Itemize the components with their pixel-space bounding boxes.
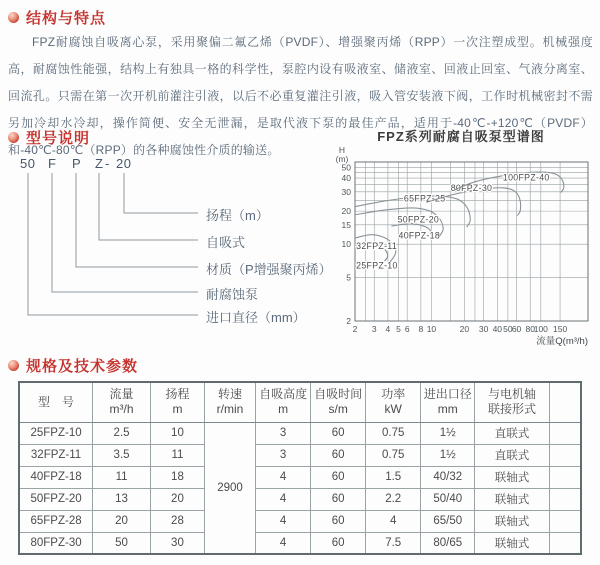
model-label-inlet-diameter: 进口直径（mm） — [206, 310, 306, 325]
curve-label-40FPZ-18: 40FPZ-18 — [398, 230, 441, 241]
curve-label-32FPZ-11: 32FPZ-11 — [356, 241, 398, 252]
x-tick-label: 3 — [371, 324, 377, 334]
cell-power: 7.5 — [366, 532, 421, 554]
cell-power: 4 — [366, 510, 421, 532]
cell-prime_height: 3 — [256, 444, 311, 466]
table-row — [19, 444, 581, 466]
x-tick-label: 5 — [396, 324, 401, 334]
cell-ports: 1½ — [421, 422, 475, 444]
model-title: 型号说明 — [26, 130, 91, 147]
y-tick-label: 30 — [341, 186, 351, 197]
table-row — [19, 532, 581, 554]
cell-flow: 2.5 — [93, 422, 151, 444]
chart-plot-area — [326, 146, 596, 351]
features-title: 结构与特点 — [26, 10, 107, 27]
column-header-2: 扬程 m — [150, 382, 204, 422]
model-code-f: F — [48, 156, 57, 171]
chart-svg — [326, 146, 596, 346]
x-tick-label: 6 — [404, 324, 410, 334]
cell-flow: 11 — [93, 466, 151, 488]
cell-model: 32FPZ-11 — [19, 444, 93, 466]
model-code-inlet: 50 — [20, 156, 36, 171]
y-tick-label: 20 — [341, 206, 351, 217]
column-header-6: 功率 kW — [366, 382, 421, 422]
curve-label-100FPZ-40: 100FPZ-40 — [502, 172, 550, 183]
column-header-3: 转速 r/min — [204, 382, 255, 422]
x-tick-label: 2 — [352, 324, 358, 334]
table-row — [19, 422, 581, 444]
cell-head: 30 — [150, 532, 204, 554]
cell-model: 50FPZ-20 — [19, 488, 93, 510]
x-tick-label: 8 — [418, 324, 424, 334]
column-header-7: 进出口径 mm — [421, 382, 475, 422]
cell-power: 0.75 — [366, 444, 421, 466]
cell-prime_height: 3 — [256, 422, 311, 444]
model-code-diagram — [10, 148, 332, 336]
specs-title: 规格及技术参数 — [26, 358, 139, 375]
cell-ports: 40/32 — [421, 466, 475, 488]
cell-power: 2.2 — [366, 488, 421, 510]
cell-empty — [549, 532, 581, 554]
cell-head: 18 — [150, 466, 204, 488]
section-bullet-icon — [8, 360, 19, 371]
cell-prime_height: 4 — [256, 488, 311, 510]
features-section-header — [8, 7, 106, 28]
cell-flow: 13 — [93, 488, 151, 510]
cell-head: 10 — [150, 422, 204, 444]
model-code-head: 20 — [116, 156, 132, 171]
cell-prime_time: 60 — [311, 488, 366, 510]
x-tick-label: 80 — [525, 324, 535, 334]
x-tick-label: 150 — [552, 324, 568, 334]
cell-prime_height: 4 — [256, 510, 311, 532]
pump-type-spectrum-chart — [326, 126, 596, 350]
column-header-9 — [549, 382, 581, 422]
x-tick-label: 50 — [503, 324, 513, 334]
x-tick-label: 10 — [426, 324, 437, 334]
y-tick-label: 2 — [346, 316, 351, 326]
y-tick-label: 50 — [341, 162, 351, 173]
cell-model: 80FPZ-30 — [19, 532, 93, 554]
cell-empty — [549, 466, 581, 488]
section-bullet-icon — [8, 132, 19, 143]
cell-head: 28 — [150, 510, 204, 532]
cell-head: 11 — [150, 444, 204, 466]
cell-model: 65FPZ-28 — [19, 510, 93, 532]
cell-prime_time: 60 — [311, 510, 366, 532]
cell-empty — [549, 444, 581, 466]
features-paragraph: FPZ耐腐蚀自吸离心泵，采用聚偏二氟乙烯（PVDF）、增强聚丙烯（RPP）一次注塑成型。机械强度高，耐腐蚀性能强，结构上有独具一格的科学性，泵腔内设有吸液室、储液室、回液止回室、气液分离室、回流孔。只需在第一次开机前灌注引液，以后不必重复灌注引液，吸入管安装液下阀，工作时机械密封不需另加冷却水冷却，操作简便、安全无泄漏，是取代液下泵的最佳产品，适用于-40℃-+120℃（PVDF）和-40℃-80℃（RPP）的各种腐蚀性介质的输送。 — [8, 35, 593, 157]
y-tick-label: 15 — [341, 219, 351, 230]
cell-prime_height: 4 — [256, 532, 311, 554]
cell-prime_time: 60 — [311, 422, 366, 444]
curve-label-65FPZ-25: 65FPZ-25 — [403, 193, 446, 204]
column-header-1: 流量 m³/h — [93, 382, 151, 422]
cell-coupling: 直联式 — [475, 444, 550, 466]
model-label-corrosion: 耐腐蚀泵 — [206, 287, 259, 302]
y-tick-label: 40 — [341, 173, 351, 184]
x-tick-label: 20 — [459, 324, 470, 334]
x-tick-label: 100 — [533, 324, 548, 334]
model-label-material: 材质（P增强聚丙烯） — [206, 262, 332, 277]
curve-label-25FPZ-10: 25FPZ-10 — [356, 260, 398, 271]
cell-coupling: 联轴式 — [475, 466, 550, 488]
cell-empty — [549, 488, 581, 510]
column-header-4: 自吸高度 m — [256, 382, 311, 422]
column-header-5: 自吸时间 s/m — [311, 382, 366, 422]
x-tick-label: 60 — [511, 324, 522, 334]
x-tick-label: 4 — [385, 324, 391, 334]
cell-ports: 80/65 — [421, 532, 475, 554]
model-code-dash: - — [105, 156, 110, 171]
cell-prime_height: 4 — [256, 466, 311, 488]
table-row — [19, 510, 581, 532]
table-header-row — [19, 382, 581, 422]
cell-flow: 3.5 — [93, 444, 151, 466]
cell-flow: 20 — [93, 510, 151, 532]
cell-coupling: 联轴式 — [475, 488, 550, 510]
chart-title: FPZ系列耐腐自吸泵型谱图 — [377, 129, 545, 144]
column-header-0: 型 号 — [19, 382, 93, 422]
table-row — [19, 488, 581, 510]
table-row — [19, 466, 581, 488]
cell-power: 1.5 — [366, 466, 421, 488]
cell-ports: 50/40 — [421, 488, 475, 510]
cell-head: 20 — [150, 488, 204, 510]
curve-label-50FPZ-20: 50FPZ-20 — [397, 214, 440, 225]
cell-prime_time: 60 — [311, 532, 366, 554]
model-code-z: Z — [95, 156, 104, 171]
cell-model: 40FPZ-18 — [19, 466, 93, 488]
cell-prime_time: 60 — [311, 444, 366, 466]
cell-empty — [549, 510, 581, 532]
y-tick-label: 10 — [341, 239, 351, 250]
specs-section-header — [8, 355, 138, 376]
model-label-head: 扬程（m） — [206, 208, 269, 223]
x-tick-label: 30 — [478, 324, 489, 334]
cell-coupling: 联轴式 — [475, 532, 550, 554]
cell-coupling: 联轴式 — [475, 510, 550, 532]
curve-label-80FPZ-30: 80FPZ-30 — [450, 182, 493, 193]
y-axis-label: H — [338, 146, 346, 155]
column-header-8: 与电机轴 联接形式 — [475, 382, 550, 422]
cell-coupling: 直联式 — [475, 422, 550, 444]
cell-prime_time: 60 — [311, 466, 366, 488]
y-tick-label: 5 — [346, 272, 351, 283]
cell-empty — [549, 422, 581, 444]
x-axis-label: 流量Q(m³/h) — [536, 336, 588, 346]
model-label-selfpriming: 自吸式 — [206, 235, 246, 250]
specs-table — [18, 381, 582, 555]
cell-model: 25FPZ-10 — [19, 422, 93, 444]
x-tick-label: 40 — [492, 324, 503, 334]
y-axis-label: (m) — [335, 154, 349, 164]
cell-ports: 1½ — [421, 444, 475, 466]
model-section-header — [8, 127, 90, 148]
cell-power: 0.75 — [366, 422, 421, 444]
section-bullet-icon — [8, 12, 19, 23]
cell-ports: 65/50 — [421, 510, 475, 532]
cell-flow: 50 — [93, 532, 151, 554]
model-code-p: P — [72, 156, 82, 171]
cell-speed-merged: 2900 — [204, 422, 255, 554]
